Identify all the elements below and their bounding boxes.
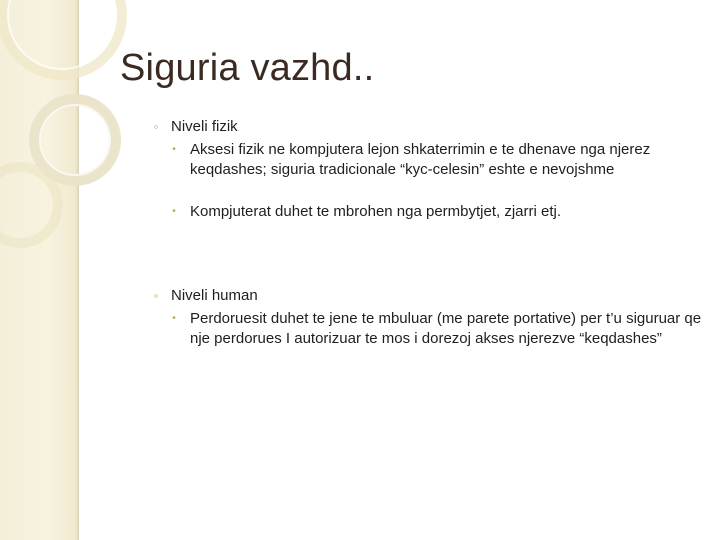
bullet-level2 [145, 202, 705, 222]
bullet-text: Kompjuterat duhet te mbrohen nga permbytjet, zjarri etj. [190, 203, 562, 220]
bullet-dot-icon: • [172, 144, 176, 155]
bullet-text: Aksesi fizik ne kompjutera lejon shkaterrimin e te dhenave nga njerez keqdashes; siguria tradicionale “kyc-celesin” eshte e nevojshme [190, 141, 651, 178]
bullet-level1 [145, 286, 705, 306]
bullet-level1 [145, 117, 705, 137]
section-heading: Niveli fizik [171, 118, 238, 135]
bullet-ring-icon: ◦ [153, 119, 159, 134]
bullet-level2 [145, 140, 705, 180]
bullet-level2 [145, 309, 705, 349]
section-heading: Niveli human [171, 287, 258, 304]
bullet-dot-icon: • [172, 313, 176, 324]
bullet-dot-icon: • [172, 206, 176, 217]
page-title: Siguria vazhd.. [120, 47, 375, 89]
slide-content [145, 117, 705, 349]
side-band [0, 0, 79, 540]
bullet-ring-icon: ◦ [153, 288, 159, 303]
bullet-text: Perdoruesit duhet te jene te mbuluar (me parete portative) per t’u siguruar qe nje perdorues I autorizuar te mos i dorezoj akses njerezve “keqdashes” [190, 310, 702, 347]
